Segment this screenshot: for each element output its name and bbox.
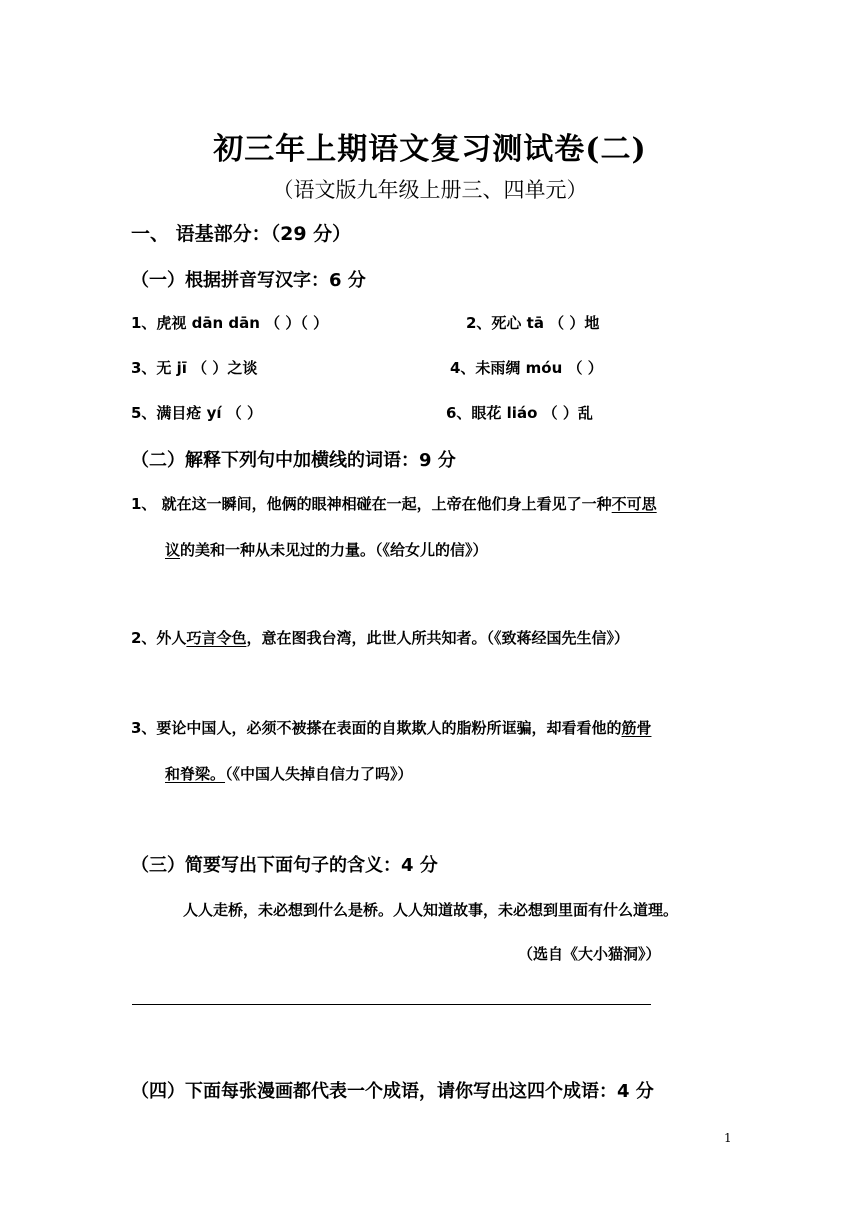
section-heading-language-basics: 一、 语基部分：（29 分） [131, 223, 352, 245]
pinyin-item-1: 1、虎视 dān dān （ ）（ ） [131, 314, 329, 332]
underlined-term: 议 [165, 541, 181, 559]
question-2-3-line2 [165, 763, 413, 784]
underlined-term: 不可思 [611, 495, 657, 513]
question-text: 3、要论中国人，必须不被搽在表面的自欺欺人的脂粉所诓骗，却看看他的 [131, 719, 622, 737]
page-subtitle: （语文版九年级上册三、四单元） [272, 178, 588, 202]
question-2-3-line1 [131, 717, 651, 738]
pinyin-item-6: 6、眼花 liáo （ ）乱 [446, 404, 593, 422]
pinyin-item-3: 3、无 jī （ ）之谈 [131, 359, 258, 377]
question-2-1-line1 [131, 493, 657, 514]
part2-heading: （二）解释下列句中加横线的词语：9 分 [131, 450, 456, 471]
question-2-2 [131, 627, 629, 648]
sentence-source: （选自《大小猫洞》） [518, 945, 661, 963]
question-text: 的美和一种从未见过的力量。（《给女儿的信》） [180, 541, 488, 559]
question-2-1-line2 [165, 539, 488, 560]
pinyin-item-2: 2、死心 tā （ ）地 [466, 314, 600, 332]
part4-heading: （四）下面每张漫画都代表一个成语，请你写出这四个成语：4 分 [131, 1081, 654, 1102]
question-text: 2、外人 [131, 629, 187, 647]
page-number: 1 [724, 1131, 732, 1145]
page-title: 初三年上期语文复习测试卷(二) [213, 132, 647, 167]
question-text: 1、 就在这一瞬间，他俩的眼神相碰在一起，上帝在他们身上看见了一种 [131, 495, 612, 513]
part1-heading: （一）根据拼音写汉字：6 分 [131, 270, 366, 291]
part3-heading: （三）简要写出下面句子的含义：4 分 [131, 855, 438, 876]
underlined-term: 和脊梁。 [165, 765, 226, 783]
pinyin-item-4: 4、未雨绸 móu （ ） [450, 359, 603, 377]
question-text: ，意在图我台湾，此世人所共知者。（《致蒋经国先生信》） [246, 629, 629, 647]
meaning-sentence: 人人走桥，未必想到什么是桥。人人知道故事，未必想到里面有什么道理。 [183, 901, 679, 919]
question-text: （《中国人失掉自信力了吗》） [225, 765, 413, 783]
underlined-term: 巧言令色 [186, 629, 247, 647]
pinyin-item-5: 5、满目疮 yí （ ） [131, 404, 263, 422]
underlined-term: 筋骨 [621, 719, 652, 737]
answer-line[interactable] [132, 1004, 651, 1005]
